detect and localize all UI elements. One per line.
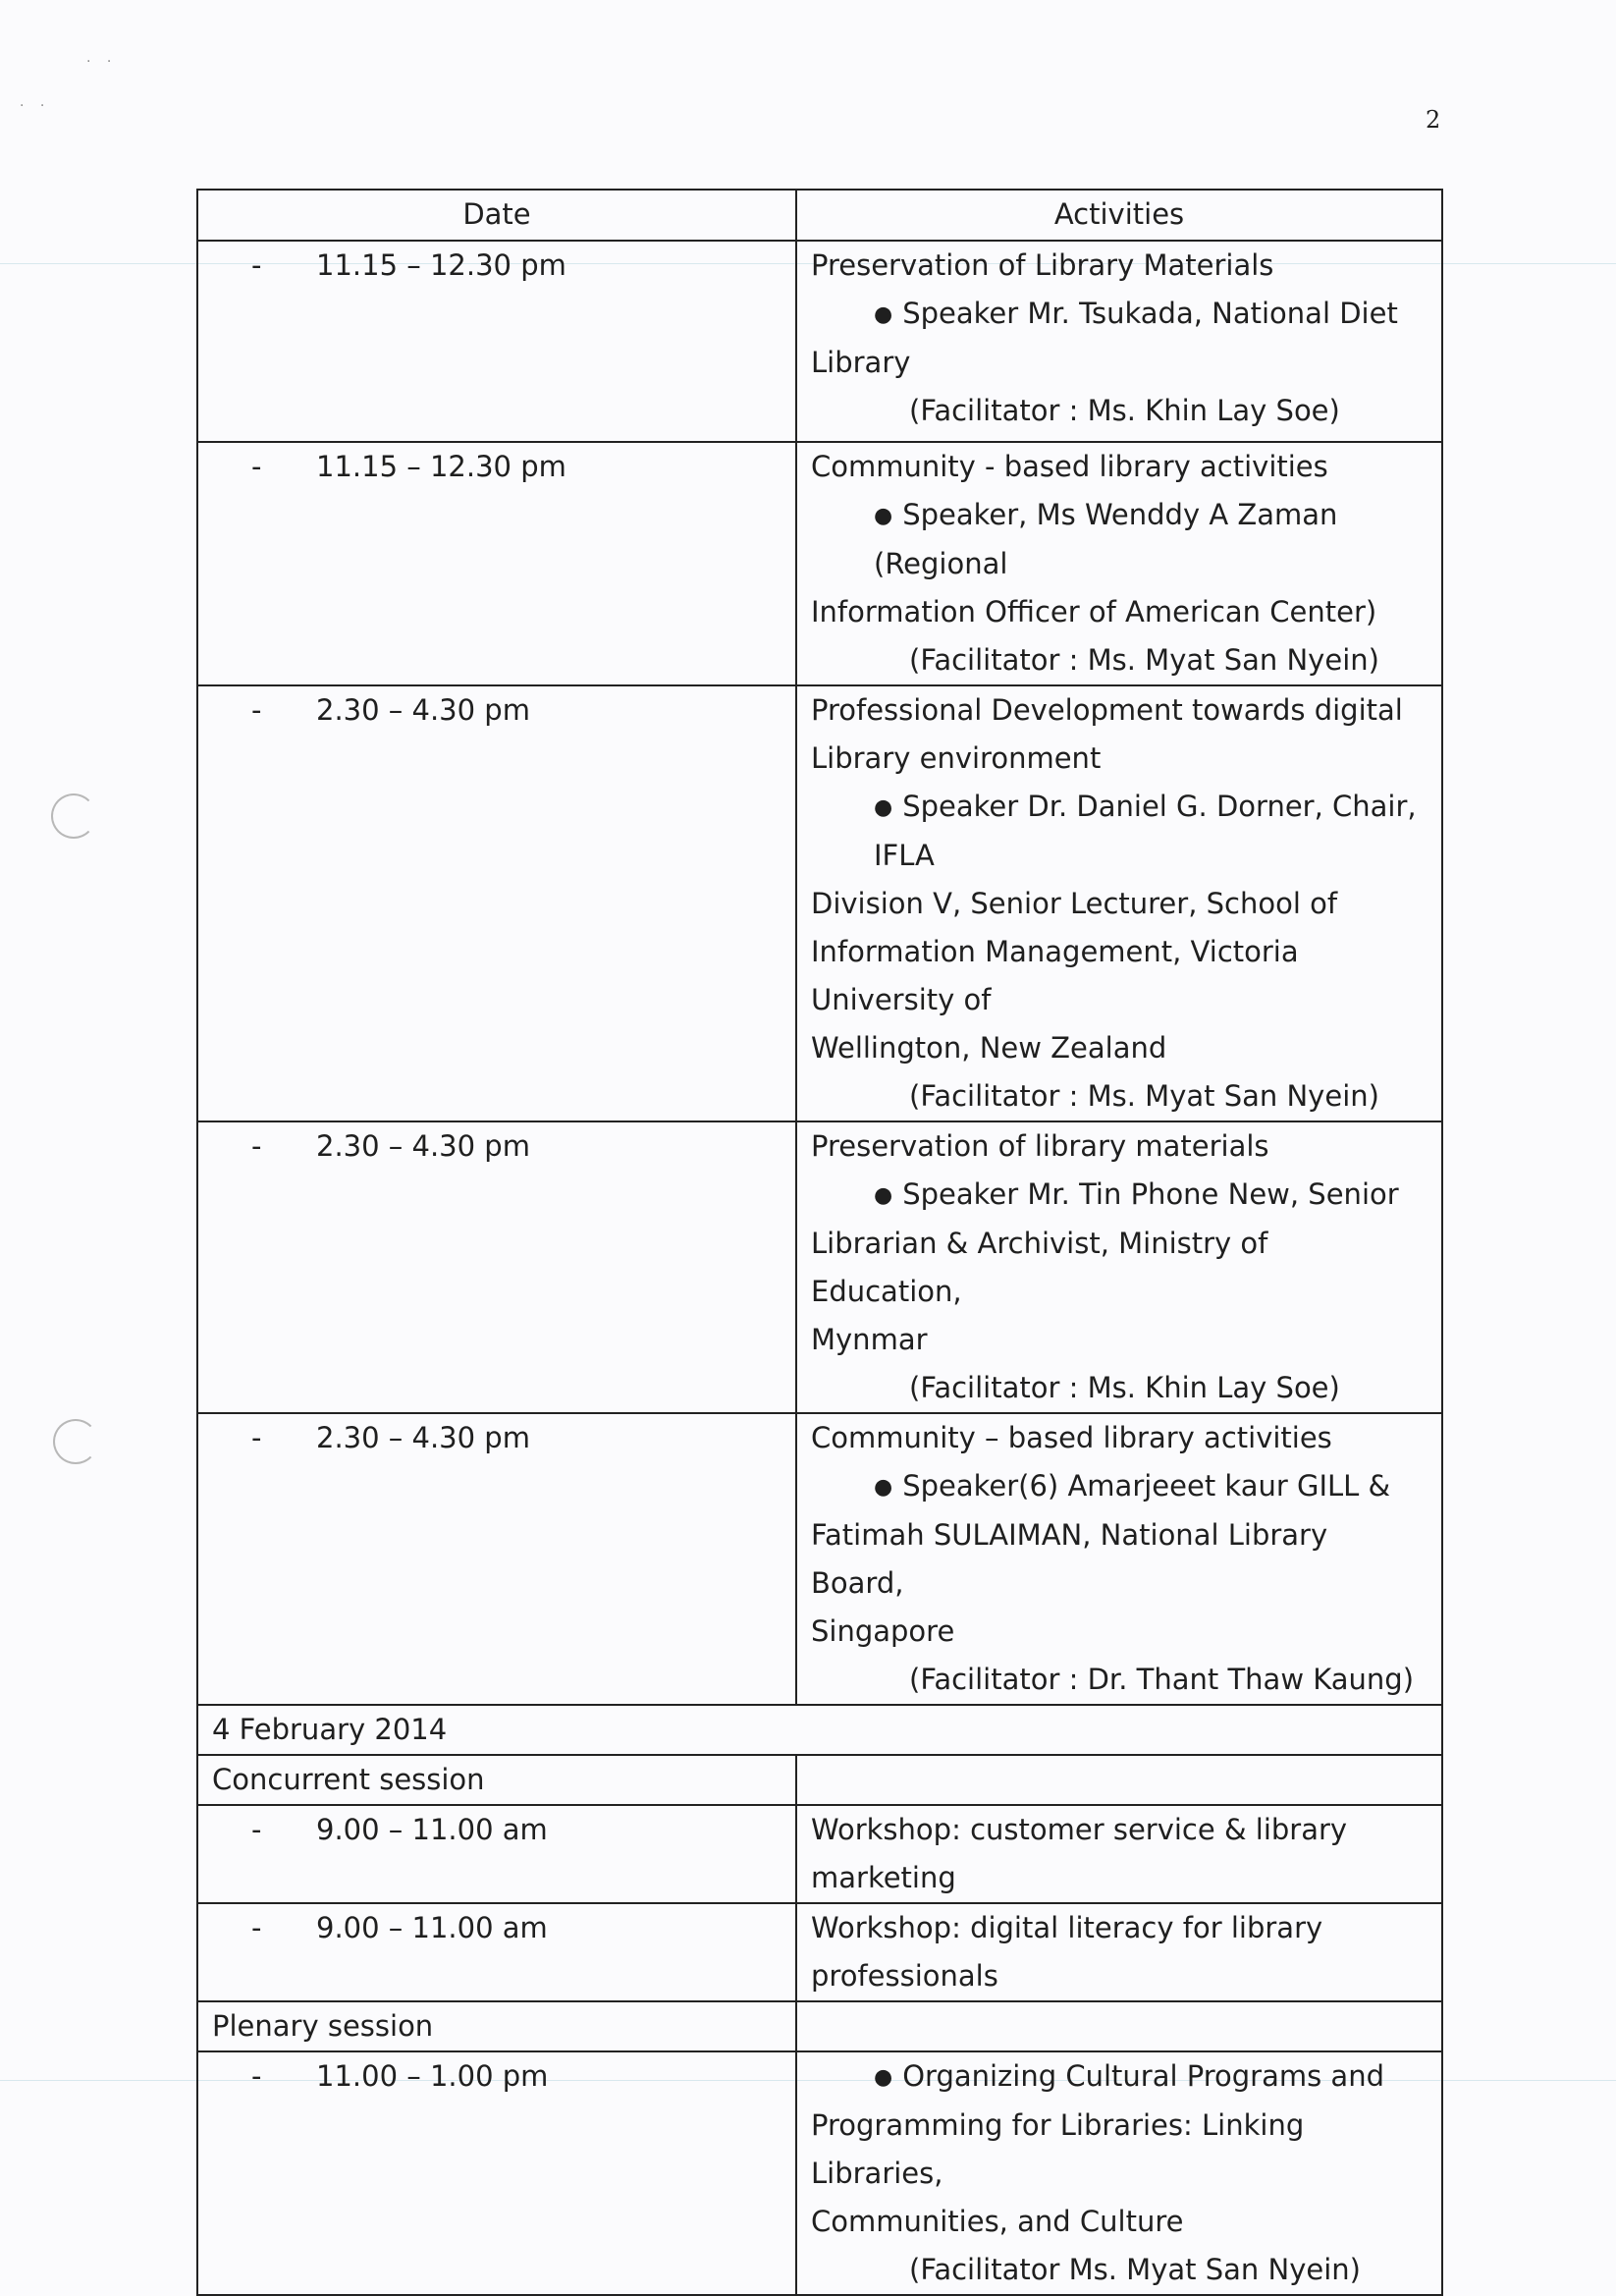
time-range: 11.15 – 12.30 pm bbox=[316, 450, 566, 483]
speaker-line bbox=[811, 1220, 1427, 1316]
speaker-line bbox=[811, 1024, 1427, 1072]
time-cell bbox=[197, 1903, 796, 2001]
empty-cell bbox=[796, 1755, 1442, 1805]
bullet-icon: ● bbox=[874, 2065, 893, 2090]
schedule-table bbox=[196, 189, 1443, 2296]
speaker-line bbox=[811, 2052, 1427, 2102]
speaker-line bbox=[811, 290, 1427, 339]
dash: - bbox=[251, 1813, 262, 1846]
bullet-icon: ● bbox=[874, 1183, 893, 1208]
activity-line: professionals bbox=[811, 1959, 998, 1993]
speaker-text: Speaker(6) Amarjeeet kaur GILL & bbox=[902, 1469, 1391, 1503]
speaker-line bbox=[811, 1608, 1427, 1656]
activity-cell bbox=[796, 685, 1442, 1121]
dash: - bbox=[251, 450, 262, 483]
table-row bbox=[197, 685, 1442, 1121]
time-cell bbox=[197, 685, 796, 1121]
speaker-line bbox=[811, 783, 1427, 880]
speaker-line bbox=[811, 2102, 1427, 2198]
time-cell bbox=[197, 1121, 796, 1413]
time-range: 2.30 – 4.30 pm bbox=[316, 1421, 530, 1454]
session-label: Plenary session bbox=[212, 2009, 434, 2043]
bullet-icon: ● bbox=[874, 795, 893, 820]
scan-speckles: · · bbox=[20, 98, 51, 114]
activity-cell bbox=[796, 1413, 1442, 1705]
schedule-body bbox=[197, 241, 1442, 2295]
speaker-line bbox=[811, 1462, 1427, 1511]
time-range: 11.00 – 1.00 pm bbox=[316, 2059, 549, 2093]
time-range: 9.00 – 11.00 am bbox=[316, 1911, 548, 1944]
time-range: 9.00 – 11.00 am bbox=[316, 1813, 548, 1846]
speaker-text: Speaker, Ms Wenddy A Zaman (Regional bbox=[874, 498, 1338, 580]
speaker-text: Singapore bbox=[811, 1614, 955, 1648]
time-cell bbox=[197, 1805, 796, 1903]
time-range: 2.30 – 4.30 pm bbox=[316, 1129, 530, 1163]
table-row bbox=[197, 1121, 1442, 1413]
table-row bbox=[197, 1755, 1442, 1805]
facilitator-line: (Facilitator : Ms. Myat San Nyein) bbox=[909, 1079, 1379, 1113]
table-row bbox=[197, 1413, 1442, 1705]
empty-cell bbox=[796, 2001, 1442, 2051]
bullet-icon: ● bbox=[874, 1475, 893, 1500]
speaker-line bbox=[811, 880, 1427, 928]
table-row bbox=[197, 2001, 1442, 2051]
facilitator-line: (Facilitator : Ms. Khin Lay Soe) bbox=[909, 394, 1340, 427]
dash: - bbox=[251, 2059, 262, 2093]
facilitator-line: (Facilitator : Ms. Myat San Nyein) bbox=[909, 643, 1379, 677]
time-range: 2.30 – 4.30 pm bbox=[316, 693, 530, 727]
speaker-text: Organizing Cultural Programs and bbox=[902, 2059, 1384, 2093]
speaker-line bbox=[811, 491, 1427, 588]
facilitator-line: (Facilitator : Dr. Thant Thaw Kaung) bbox=[909, 1663, 1415, 1696]
speaker-text: Mynmar bbox=[811, 1323, 928, 1356]
speaker-line bbox=[811, 1511, 1427, 1608]
speaker-text: Information Management, Victoria University of bbox=[811, 935, 1299, 1016]
dash: - bbox=[251, 1421, 262, 1454]
speaker-text: Communities, and Culture bbox=[811, 2205, 1184, 2238]
table-row bbox=[197, 1903, 1442, 2001]
session-label-cell bbox=[197, 2001, 796, 2051]
speaker-line bbox=[811, 928, 1427, 1024]
speaker-text: Programming for Libraries: Linking Libraries, bbox=[811, 2108, 1305, 2190]
header-row bbox=[197, 190, 1442, 241]
time-cell bbox=[197, 442, 796, 685]
speaker-text: Information Officer of American Center) bbox=[811, 595, 1377, 629]
bullet-icon: ● bbox=[874, 302, 893, 327]
page-number: 2 bbox=[1426, 106, 1441, 134]
activity-cell bbox=[796, 2051, 1442, 2295]
speaker-text: Fatimah SULAIMAN, National Library Board, bbox=[811, 1518, 1328, 1600]
speaker-line bbox=[811, 339, 1427, 387]
scan-speckles: · · bbox=[86, 54, 118, 70]
speaker-text: Wellington, New Zealand bbox=[811, 1031, 1167, 1065]
activity-title-line: Library environment bbox=[811, 741, 1102, 775]
activity-line: Workshop: digital literacy for library bbox=[811, 1911, 1323, 1944]
session-label-cell bbox=[197, 1755, 796, 1805]
time-cell bbox=[197, 1413, 796, 1705]
speaker-line bbox=[811, 588, 1427, 636]
session-label: Concurrent session bbox=[212, 1763, 485, 1796]
bullet-icon: ● bbox=[874, 504, 893, 528]
speaker-text: Division V, Senior Lecturer, School of bbox=[811, 887, 1338, 920]
table-row bbox=[197, 241, 1442, 442]
punch-hole bbox=[51, 793, 96, 839]
punch-hole bbox=[53, 1419, 98, 1464]
speaker-text: Speaker Mr. Tsukada, National Diet bbox=[902, 297, 1398, 330]
dash: - bbox=[251, 248, 262, 282]
activities-column-header: Activities bbox=[796, 190, 1442, 241]
speaker-text: Speaker Dr. Daniel G. Dorner, Chair, IFLA bbox=[874, 790, 1417, 872]
activity-title-line: Community – based library activities bbox=[811, 1421, 1332, 1454]
activity-title-line: Professional Development towards digital bbox=[811, 693, 1403, 727]
activity-cell bbox=[796, 442, 1442, 685]
dash: - bbox=[251, 693, 262, 727]
date-column-header: Date bbox=[197, 190, 796, 241]
activity-cell bbox=[796, 241, 1442, 442]
dash: - bbox=[251, 1911, 262, 1944]
activity-title-line: Preservation of Library Materials bbox=[811, 248, 1274, 282]
table-row bbox=[197, 1805, 1442, 1903]
speaker-line bbox=[811, 1316, 1427, 1364]
activity-title-line: Community - based library activities bbox=[811, 450, 1328, 483]
time-cell bbox=[197, 241, 796, 442]
speaker-text: Library bbox=[811, 346, 911, 379]
speaker-line bbox=[811, 1171, 1427, 1220]
facilitator-line: (Facilitator : Ms. Khin Lay Soe) bbox=[909, 1371, 1340, 1404]
activity-cell bbox=[796, 1903, 1442, 2001]
speaker-text: Speaker Mr. Tin Phone New, Senior bbox=[902, 1177, 1399, 1211]
speaker-text: Librarian & Archivist, Ministry of Education, bbox=[811, 1227, 1268, 1308]
table-row bbox=[197, 1705, 1442, 1755]
speaker-line bbox=[811, 2198, 1427, 2246]
activity-cell bbox=[796, 1805, 1442, 1903]
activity-cell bbox=[796, 1121, 1442, 1413]
table-row bbox=[197, 2051, 1442, 2295]
activity-line: Workshop: customer service & library marketing bbox=[811, 1813, 1348, 1894]
time-range: 11.15 – 12.30 pm bbox=[316, 248, 566, 282]
activity-title-line: Preservation of library materials bbox=[811, 1129, 1269, 1163]
table-row bbox=[197, 442, 1442, 685]
facilitator-line: (Facilitator Ms. Myat San Nyein) bbox=[909, 2253, 1361, 2286]
date-heading-cell bbox=[197, 1705, 1442, 1755]
date-heading: 4 February 2014 bbox=[212, 1713, 448, 1746]
dash: - bbox=[251, 1129, 262, 1163]
time-cell bbox=[197, 2051, 796, 2295]
